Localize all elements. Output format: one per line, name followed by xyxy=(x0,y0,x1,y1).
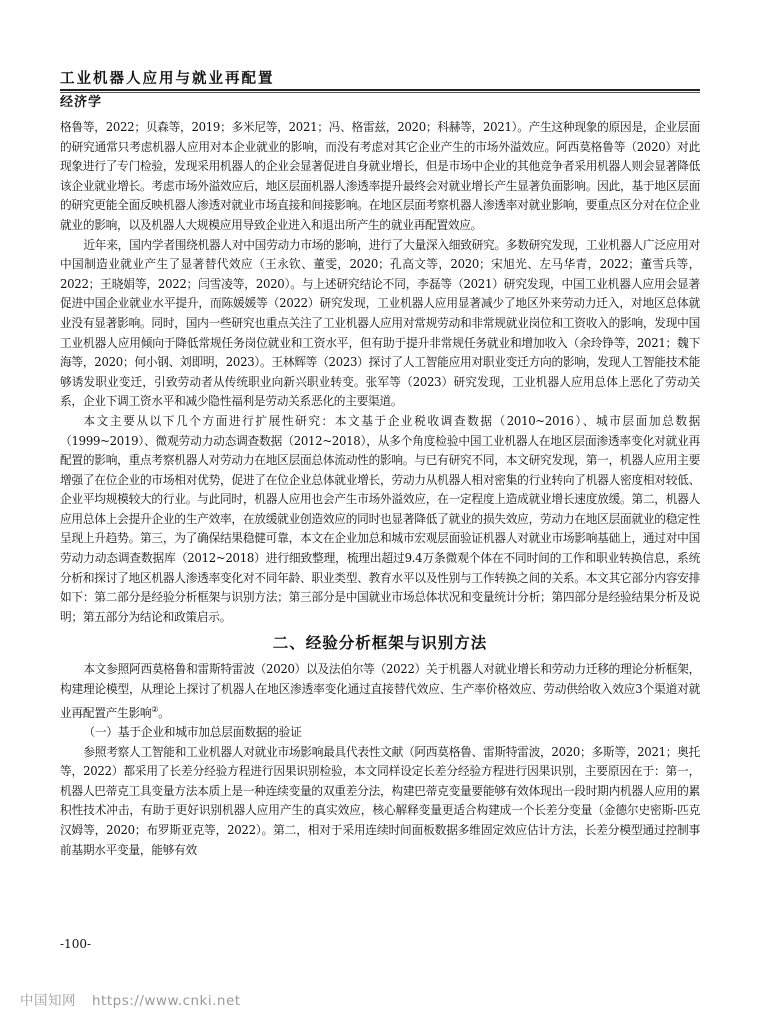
body-text xyxy=(60,118,700,860)
section-heading: 二、经验分析框架与识别方法 xyxy=(272,634,488,653)
subsection-heading: （一）基于企业和城市加总层面数据的验证 xyxy=(83,725,302,740)
paragraph-domestic-literature: 近年来，国内学者围绕机器人对中国劳动力市场的影响，进行了大量深入细致研究。多数研究发现，工业机器人广泛应用对中国制造业就业产生了显著替代效应（王永钦、董雯，2020；孔高文等，2020；宋旭光、左马华青，2022；董雪兵等，2022；王晓娟等，2022；闫雪凌等，2020）。与上述研究结论不同，李磊等（2021）研究发现，中国工业机器人应用会显著促进中国企业就业水平提升，而陈媛媛等（2022）研究发现，工业机器人应用显著减少了地区外来劳动力迁入，对地区总体就业没有显著影响。同时，国内一些研究也重点关注了工业机器人应用对常规劳动和非常规就业岗位和工资收入的影响，发现中国工业机器人应用倾向于降低常规任务岗位就业和工资水平，但有助于提升非常规任务就业和增加收入（余玲铮等，2021；魏下海等，2020；何小钢、刘即明，2023）。王林辉等（2023）探讨了人工智能应用对职业变迁方向的影响，发现人工智能技术能够诱发职业变迁，引致劳动者从传统职业向新兴职业转变。张军等（2023）研究发现，工业机器人应用总体上恶化了劳动关系，企业下调工资水平和减少隐性福利是劳动关系恶化的主要渠道。 xyxy=(60,237,700,409)
header-rule-thin xyxy=(60,92,700,93)
paragraph-framework-intro xyxy=(60,660,700,723)
paragraph-contributions: 本文主要从以下几个方面进行扩展性研究：本文基于企业税收调查数据（2010~2016）、城市层面加总数据（1999~2019）、微观劳动力动态调查数据（2012~2018），从多个角度检验中国工业机器人在地区层面渗透率变化对就业再配置的影响，重点考察机器人对劳动力在地区层面总体流动性的影响。与已有研究不同，本文研究发现，第一，机器人应用主要增强了在位企业的市场相对优势，促进了在位企业总体就业增长，劳动力从机器人相对密集的行业转向了机器人密度相对较低、企业平均规模较大的行业。与此同时，机器人应用也会产生市场外溢效应，在一定程度上造成就业增长速度放缓。第二，机器人应用总体上会提升企业的生产效率，在放缓就业创造效应的同时也显著降低了就业的损失效应，劳动力在地区层面就业的稳定性呈现上升趋势。第三，为了确保结果稳健可靠，本文在企业加总和城市宏观层面验证机器人对就业市场影响基础上，通过对中国劳动力动态调查数据库（2012~2018）进行细致整理，梳理出超过9.4万条微观个体在不同时间的工作和职业转换信息，系统分析和探讨了地区机器人渗透率变化对不同年龄、职业类型、教育水平以及性别与工作转换之间的关系。本文其它部分内容安排如下：第二部分是经验分析框架与识别方法；第三部分是中国就业市场总体状况和变量统计分析；第四部分是经验结果分析及说明；第五部分为结论和政策启示。 xyxy=(60,413,700,624)
header-rule-thick xyxy=(60,89,700,91)
page-number: -100- xyxy=(60,937,92,951)
framework-intro-text: 本文参照阿西莫格鲁和雷斯特雷波（2020）以及法伯尔等（2022）关于机器人对就业增长和劳动力迁移的理论分析框架，构建理论模型，从理论上探讨了机器人在地区渗透率变化通过直接替代效应、生产率价格效应、劳动供给收入效应3个渠道对就业再配置产生影响 xyxy=(60,662,700,720)
journal-section-label: 经济学 xyxy=(60,95,103,110)
running-header-title: 工业机器人应用与就业再配置 xyxy=(60,71,275,87)
paragraph-long-difference: 参照考察人工智能和工业机器人对就业市场影响最具代表性文献（阿西莫格鲁、雷斯特雷波，2020；多斯等，2021；奥托等，2022）都采用了长差分经验方程进行因果识别检验，本文同样设定长差分经验方程进行因果识别，主要原因在于：第一，机器人巴蒂克工具变量方法本质上是一种连续变量的双重差分法，构建巴蒂克变量要能够有效体现出一段时期内机器人应用的累积性技术冲击，有助于更好识别机器人应用产生的真实效应，核心解释变量更适合构建成一个长差分变量（金德尔史密斯-匹克汉姆等，2020；布罗斯亚克等，2022）。第二，相对于采用连续时间面板数据多维固定效应估计方法，长差分模型通过控制事前基期水平变量，能够有效 xyxy=(60,744,700,857)
footnote-marker[interactable]: ② xyxy=(151,704,159,714)
framework-intro-end: 。 xyxy=(158,705,170,720)
paragraph-continued: 格鲁等，2022；贝森等，2019；多米尼等，2021；冯、格雷兹，2020；科赫等，2021）。产生这种现象的原因是，企业层面的研究通常只考虑机器人应用对本企业就业的影响，而没有考虑对其它企业产生的市场外溢效应。阿西莫格鲁等（2020）对此现象进行了专门检验，发现采用机器人的企业会显著促进自身就业增长，但是市场中企业的其他竞争者采用机器人则会显著降低该企业就业增长。考虑市场外溢效应后，地区层面机器人渗透率提升最终会对就业增长产生显著负面影响。因此，基于地区层面的研究更能全面反映机器人渗透对就业市场直接和间接影响。在地区层面考察机器人渗透率对就业影响，要重点区分对在位企业就业的影响，以及机器人大规模应用导致企业进入和退出所产生的就业再配置效应。 xyxy=(60,120,700,232)
watermark-brand: 中国知网 xyxy=(20,993,76,1009)
cnki-watermark xyxy=(20,989,241,1009)
watermark-site: https://www.cnki.net xyxy=(92,993,241,1009)
